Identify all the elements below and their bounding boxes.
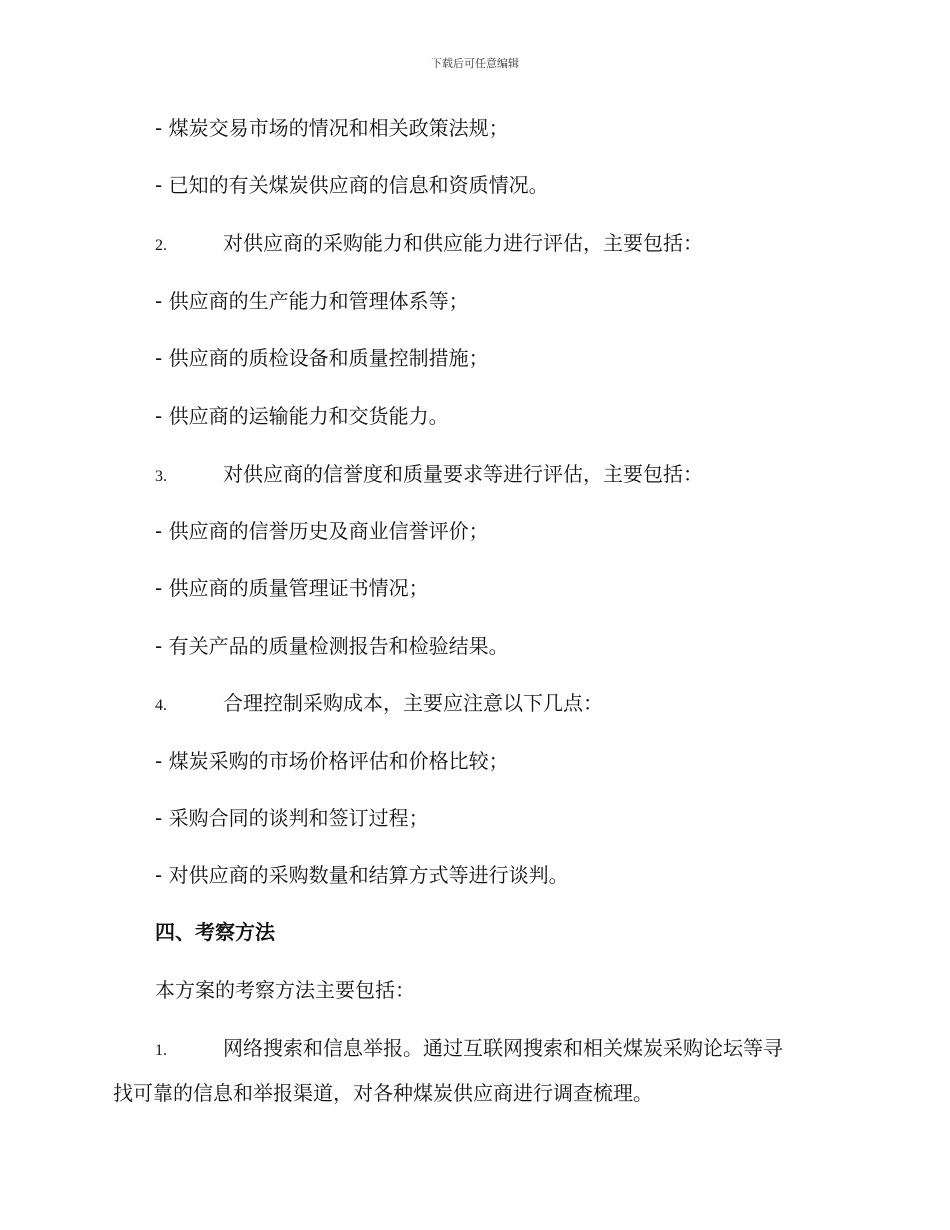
bullet-production-capacity: - 供应商的生产能力和管理体系等； — [155, 289, 469, 313]
item-1-continuation: 找可靠的信息和举报渠道，对各种煤炭供应商进行调查梳理。 — [113, 1081, 653, 1105]
bullet-quality-certificates: - 供应商的质量管理证书情况； — [155, 576, 429, 600]
item-number: 2. — [155, 237, 167, 254]
item-number: 4. — [155, 697, 167, 714]
bullet-market-policy: - 煤炭交易市场的情况和相关政策法规； — [155, 116, 509, 140]
section-heading: 四、考察方法 — [155, 920, 275, 944]
item-text: 对供应商的采购能力和供应能力进行评估，主要包括： — [223, 231, 703, 255]
bullet-test-reports: - 有关产品的质量检测报告和检验结果。 — [155, 634, 509, 658]
paragraph-intro: 本方案的考察方法主要包括： — [155, 978, 415, 1002]
numbered-item-3 — [155, 460, 703, 491]
numbered-item-2 — [155, 229, 703, 260]
bullet-transport-capacity: - 供应商的运输能力和交货能力。 — [155, 404, 449, 428]
numbered-item-1 — [155, 1034, 783, 1065]
item-number: 3. — [155, 468, 167, 485]
bullet-known-suppliers: - 已知的有关煤炭供应商的信息和资质情况。 — [155, 173, 549, 197]
item-text: 合理控制采购成本，主要应注意以下几点： — [223, 691, 603, 715]
item-number: 1. — [155, 1042, 167, 1059]
bullet-reputation-history: - 供应商的信誉历史及商业信誉评价； — [155, 519, 489, 543]
item-text: 对供应商的信誉度和质量要求等进行评估，主要包括： — [223, 462, 703, 486]
bullet-quality-inspection: - 供应商的质检设备和质量控制措施； — [155, 346, 489, 370]
bullet-quantity-settlement: - 对供应商的采购数量和结算方式等进行谈判。 — [155, 863, 569, 887]
numbered-item-4 — [155, 689, 603, 720]
page-header-note: 下载后可任意编辑 — [431, 57, 519, 70]
bullet-price-evaluation: - 煤炭采购的市场价格评估和价格比较； — [155, 749, 509, 773]
item-text: 网络搜索和信息举报。通过互联网搜索和相关煤炭采购论坛等寻 — [223, 1036, 783, 1060]
bullet-contract-negotiation: - 采购合同的谈判和签订过程； — [155, 806, 429, 830]
